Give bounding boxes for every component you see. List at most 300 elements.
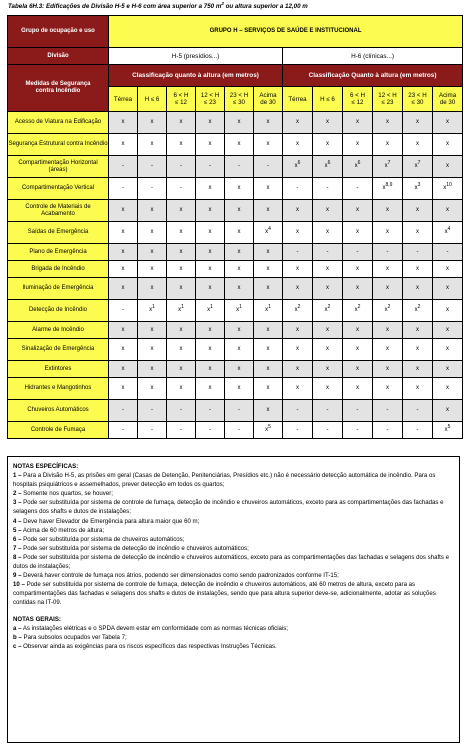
height-header-bottom: ≤ 23 xyxy=(204,99,216,106)
requirement-cell xyxy=(433,200,463,222)
note-reference: 2 xyxy=(387,304,391,310)
requirement-cell xyxy=(313,422,343,439)
requirement-mark: - xyxy=(446,248,449,255)
requirement-cell xyxy=(433,361,463,378)
requirement-cell xyxy=(138,244,167,261)
requirement-cell xyxy=(433,244,463,261)
requirement-mark: - xyxy=(296,407,299,413)
requirement-cell xyxy=(196,278,225,300)
measure-label: Acesso de Viatura na Edificação xyxy=(8,112,109,134)
general-notes-title: NOTAS GERAIS: xyxy=(13,615,61,623)
requirement-cell xyxy=(373,322,403,339)
table-row xyxy=(8,222,463,244)
requirement-mark: x xyxy=(237,326,241,333)
requirement-cell xyxy=(225,300,254,322)
requirement-cell xyxy=(283,300,313,322)
division-h5: H-5 (presídios...) xyxy=(109,48,283,65)
note-reference: 1 xyxy=(152,304,155,310)
requirement-mark: x xyxy=(266,326,270,333)
note-number: 2 – xyxy=(13,490,22,498)
requirement-cell xyxy=(138,261,167,278)
height-header-11 xyxy=(433,87,463,112)
note-item xyxy=(13,526,454,535)
requirement-mark: x xyxy=(446,163,450,169)
requirement-cell xyxy=(109,278,138,300)
measure-label: Sinalização de Emergência xyxy=(8,339,109,361)
requirement-cell xyxy=(167,278,196,300)
requirement-cell xyxy=(225,322,254,339)
requirement-cell xyxy=(254,422,283,439)
requirement-cell xyxy=(313,112,343,134)
requirement-cell xyxy=(283,244,313,261)
height-header-bottom: de 30 xyxy=(439,99,456,106)
requirement-mark: x xyxy=(179,248,183,255)
requirement-mark: x xyxy=(324,307,328,313)
requirement-mark: x xyxy=(296,229,299,235)
requirement-mark: - xyxy=(122,426,124,433)
requirement-cell xyxy=(254,378,283,400)
requirement-mark: x xyxy=(266,407,270,413)
requirement-cell xyxy=(167,134,196,156)
requirement-mark: x xyxy=(446,119,450,125)
requirement-cell xyxy=(196,200,225,222)
requirement-cell xyxy=(433,400,463,422)
table-row xyxy=(8,244,463,261)
note-number: 8 – xyxy=(13,553,22,561)
height-header-3 xyxy=(196,87,225,112)
height-header-6 xyxy=(283,87,313,112)
requirement-mark: - xyxy=(180,426,182,433)
measure-label: Alarme de Incêndio xyxy=(8,322,109,339)
requirement-cell xyxy=(283,278,313,300)
requirement-mark: x xyxy=(386,326,389,333)
requirement-mark: x xyxy=(149,307,153,313)
requirement-mark: x xyxy=(326,326,329,333)
measure-label: Controle de Fumaça xyxy=(8,422,109,439)
note-number: 4 – xyxy=(13,517,22,525)
requirement-cell xyxy=(373,244,403,261)
requirement-mark: - xyxy=(326,248,329,255)
requirement-mark: x xyxy=(266,207,270,213)
requirement-mark: - xyxy=(267,163,269,169)
requirement-cell xyxy=(225,244,254,261)
requirement-mark: x xyxy=(446,285,450,291)
requirement-mark: x xyxy=(324,163,328,169)
requirement-cell xyxy=(373,134,403,156)
requirement-mark: x xyxy=(294,163,298,169)
requirement-cell xyxy=(373,261,403,278)
note-text: Deverá haver controle de fumaça nos átrios, podendo ser dimensionados como sendo padronizados conforme IT-15; xyxy=(21,572,339,580)
requirement-mark: x xyxy=(237,346,241,352)
safety-measures-table xyxy=(7,15,463,439)
requirement-mark: x xyxy=(386,265,389,272)
requirement-cell xyxy=(343,378,373,400)
requirement-mark: - xyxy=(209,407,211,413)
requirement-cell xyxy=(109,178,138,200)
requirement-mark: x xyxy=(416,119,419,125)
requirement-cell xyxy=(196,156,225,178)
note-reference: 3 xyxy=(417,182,421,188)
requirement-mark: x xyxy=(208,365,212,372)
requirement-mark: x xyxy=(446,385,450,391)
note-reference: 2 xyxy=(417,304,421,310)
height-header-bottom: ≤ 12 xyxy=(175,99,187,106)
requirement-cell xyxy=(403,200,433,222)
requirement-mark: x xyxy=(150,207,154,213)
requirement-cell xyxy=(254,200,283,222)
requirement-mark: - xyxy=(151,185,153,191)
requirement-mark: x xyxy=(416,385,419,391)
requirement-cell xyxy=(109,300,138,322)
requirement-cell xyxy=(283,400,313,422)
requirement-cell xyxy=(225,400,254,422)
height-header-5 xyxy=(254,87,283,112)
requirement-mark: x xyxy=(237,365,241,372)
requirement-mark: x xyxy=(416,141,419,147)
requirement-cell xyxy=(313,278,343,300)
requirement-mark: - xyxy=(151,407,153,413)
requirement-cell xyxy=(225,261,254,278)
requirement-mark: - xyxy=(356,248,359,255)
requirement-mark: - xyxy=(416,407,419,413)
requirement-cell xyxy=(196,400,225,422)
requirement-mark: x xyxy=(179,141,183,147)
requirement-cell xyxy=(313,378,343,400)
requirement-cell xyxy=(373,361,403,378)
requirement-cell xyxy=(167,300,196,322)
measure-label: Plano de Emergência xyxy=(8,244,109,261)
requirement-mark: x xyxy=(208,326,212,333)
height-header-top: 12 < H xyxy=(200,92,220,99)
requirement-cell xyxy=(373,222,403,244)
note-text: Pode ser substituída por sistema de controle de fumaça, detecção de incêndio e chuveiros automáticos, exceto para as compartimentações das fachadas e selagens dos shafts e dutos de instalações; xyxy=(13,499,444,516)
requirement-mark: x xyxy=(386,346,389,352)
requirement-mark: x xyxy=(237,185,241,191)
requirement-mark: x xyxy=(386,365,389,372)
requirement-mark: x xyxy=(416,207,419,213)
height-header-7 xyxy=(313,87,343,112)
requirement-cell xyxy=(138,156,167,178)
requirement-cell xyxy=(225,222,254,244)
requirement-mark: x xyxy=(266,385,270,391)
requirement-mark: x xyxy=(416,265,419,272)
requirement-cell xyxy=(225,422,254,439)
note-number: a – xyxy=(13,624,22,632)
requirement-cell xyxy=(343,300,373,322)
requirement-mark: x xyxy=(208,207,212,213)
note-number: 1 – xyxy=(13,472,22,480)
height-header-top: 6 < H xyxy=(173,92,189,99)
requirement-cell xyxy=(403,300,433,322)
requirement-cell xyxy=(403,422,433,439)
requirement-cell xyxy=(343,134,373,156)
requirement-cell xyxy=(313,222,343,244)
requirement-mark: x xyxy=(354,163,358,169)
measures-label: Medidas de Segurança contra Incêndio xyxy=(8,65,109,112)
requirement-cell xyxy=(313,322,343,339)
height-header-top: Acima xyxy=(438,92,457,99)
requirement-cell xyxy=(196,300,225,322)
requirement-mark: x xyxy=(414,163,418,169)
note-number: 10 – xyxy=(13,581,25,589)
specific-notes-list xyxy=(13,471,454,607)
requirement-cell xyxy=(283,156,313,178)
requirement-cell xyxy=(196,222,225,244)
requirement-mark: x xyxy=(386,385,389,391)
note-item xyxy=(13,498,454,516)
requirement-mark: x xyxy=(179,285,183,291)
requirement-mark: - xyxy=(356,407,359,413)
requirement-mark: x xyxy=(443,185,447,191)
requirement-cell xyxy=(138,200,167,222)
requirement-mark: - xyxy=(416,248,419,255)
note-text: Pode ser substituída por sistema de chuveiros automáticos; xyxy=(21,535,185,543)
requirement-mark: x xyxy=(179,265,183,272)
requirement-mark: x xyxy=(150,285,154,291)
requirement-cell xyxy=(373,378,403,400)
requirement-mark: - xyxy=(180,407,182,413)
requirement-cell xyxy=(138,378,167,400)
requirement-cell xyxy=(167,200,196,222)
requirement-mark: x xyxy=(266,265,270,272)
note-item xyxy=(13,571,454,580)
requirement-cell xyxy=(433,134,463,156)
requirement-cell xyxy=(373,278,403,300)
requirement-cell xyxy=(403,134,433,156)
requirement-mark: - xyxy=(209,426,211,433)
note-reference: 1 xyxy=(268,304,271,310)
note-item xyxy=(13,544,454,553)
requirement-mark: x xyxy=(208,346,212,352)
requirement-mark: - xyxy=(122,185,124,191)
height-header-bottom: ≤ 23 xyxy=(381,99,394,106)
requirement-mark: - xyxy=(151,426,153,433)
requirement-cell xyxy=(283,222,313,244)
requirement-cell xyxy=(138,361,167,378)
requirement-cell xyxy=(109,156,138,178)
requirement-cell xyxy=(167,244,196,261)
note-text: Pode ser substituída por sistema de controle de fumaça, detecção de incêndio e chuveiros automáticos, até 60 metros de altura, exceto para as compartimentações das fachadas e selagens dos shafts e dutos de instalações, sendo que para altura superior deve-se, adicionalmente, adotar as soluções contidas na IT-09. xyxy=(13,581,436,607)
requirement-cell xyxy=(167,378,196,400)
requirement-mark: - xyxy=(180,185,182,191)
requirement-cell xyxy=(254,300,283,322)
division-label: Divisão xyxy=(8,48,109,65)
table-row xyxy=(8,361,463,378)
requirement-mark: x xyxy=(150,119,154,125)
requirement-cell xyxy=(343,261,373,278)
requirement-mark: x xyxy=(237,119,241,125)
requirement-cell xyxy=(343,361,373,378)
note-number: 7 – xyxy=(13,544,22,552)
note-text: Somente nos quartos, se houver; xyxy=(21,490,113,498)
table-row xyxy=(8,156,463,178)
requirement-cell xyxy=(433,278,463,300)
table-row xyxy=(8,400,463,422)
requirement-mark: - xyxy=(209,163,211,169)
requirement-cell xyxy=(403,400,433,422)
requirement-mark: x xyxy=(237,285,241,291)
requirement-mark: x xyxy=(208,248,212,255)
requirement-mark: x xyxy=(237,229,241,235)
requirement-mark: x xyxy=(237,141,241,147)
requirement-mark: x xyxy=(446,346,450,352)
requirement-mark: x xyxy=(296,346,299,352)
requirement-mark: x xyxy=(382,185,386,191)
requirement-cell xyxy=(254,361,283,378)
general-notes-list xyxy=(13,624,454,651)
requirement-cell xyxy=(196,261,225,278)
requirement-mark: x xyxy=(296,207,299,213)
requirement-mark: x xyxy=(150,248,154,255)
requirement-mark: - xyxy=(122,407,124,413)
requirement-mark: x xyxy=(356,385,359,391)
requirement-mark: x xyxy=(121,119,125,125)
requirement-mark: - xyxy=(326,407,329,413)
requirement-cell xyxy=(109,200,138,222)
requirement-cell xyxy=(433,300,463,322)
requirement-mark: x xyxy=(208,285,212,291)
requirement-cell xyxy=(433,378,463,400)
requirement-cell xyxy=(167,422,196,439)
requirement-cell xyxy=(254,278,283,300)
requirement-mark: x xyxy=(150,365,154,372)
height-header-bottom: ≤ 30 xyxy=(411,99,424,106)
requirement-cell xyxy=(138,400,167,422)
requirement-cell xyxy=(433,261,463,278)
note-text: Acima de 60 metros de altura; xyxy=(21,526,105,534)
caption-superscript: 2 xyxy=(221,1,224,6)
requirement-cell xyxy=(343,222,373,244)
requirement-cell xyxy=(109,112,138,134)
requirement-mark: x xyxy=(237,385,241,391)
group-label: Grupo de ocupação e uso xyxy=(8,16,109,48)
requirement-cell xyxy=(313,156,343,178)
requirement-mark: x xyxy=(237,248,241,255)
requirement-mark: x xyxy=(121,229,125,235)
table-row xyxy=(8,339,463,361)
height-header-1 xyxy=(138,87,167,112)
note-reference: 6 xyxy=(297,160,301,166)
table-caption xyxy=(8,1,308,10)
note-reference: 2 xyxy=(327,304,331,310)
requirement-mark: x xyxy=(179,326,183,333)
table-row xyxy=(8,112,463,134)
note-reference: 7 xyxy=(387,160,391,166)
requirement-mark: x xyxy=(296,265,299,272)
requirement-mark: x xyxy=(179,385,183,391)
requirement-cell xyxy=(343,322,373,339)
requirement-mark: x xyxy=(296,365,299,372)
note-reference: 1 xyxy=(181,304,184,310)
requirement-cell xyxy=(138,112,167,134)
requirement-mark: - xyxy=(386,407,389,413)
requirement-cell xyxy=(433,112,463,134)
requirement-mark: x xyxy=(386,285,389,291)
requirement-mark: x xyxy=(326,141,329,147)
note-text: Para subsolos ocupados ver Tabela 7; xyxy=(21,633,127,641)
requirement-mark: - xyxy=(238,163,240,169)
requirement-cell xyxy=(196,134,225,156)
requirement-mark: x xyxy=(356,119,359,125)
table-row xyxy=(8,422,463,439)
division-h6: H-6 (clínicas...) xyxy=(283,48,463,65)
requirement-mark: - xyxy=(386,426,389,433)
requirement-cell xyxy=(196,322,225,339)
note-number: c – xyxy=(13,642,22,650)
note-reference: 5 xyxy=(447,423,451,430)
requirement-mark: x xyxy=(266,185,270,191)
requirement-mark: - xyxy=(238,407,240,413)
requirement-cell xyxy=(196,112,225,134)
requirement-cell xyxy=(225,112,254,134)
requirement-cell xyxy=(254,244,283,261)
note-reference: 7 xyxy=(417,160,421,166)
requirement-mark: x xyxy=(296,326,299,333)
height-header-2 xyxy=(167,87,196,112)
note-item xyxy=(13,471,454,489)
requirement-mark: x xyxy=(266,285,270,291)
requirement-mark: x xyxy=(178,307,182,313)
requirement-cell xyxy=(283,134,313,156)
note-reference: 10 xyxy=(446,182,452,188)
requirement-cell xyxy=(433,322,463,339)
measure-label: Segurança Estrutural contra Incêndio xyxy=(8,134,109,156)
requirement-cell xyxy=(196,361,225,378)
requirement-mark: x xyxy=(326,119,329,125)
measure-label: Controle de Materiais de Acabamento xyxy=(8,200,109,222)
height-header-top: H ≤ 6 xyxy=(144,95,160,103)
caption-text: Tabela 6H.3: Edificações de Divisão H-5 e H-6 com área superior a 750 m xyxy=(8,3,222,11)
requirement-cell xyxy=(167,361,196,378)
requirement-mark: x xyxy=(266,346,270,352)
requirement-cell xyxy=(283,339,313,361)
note-number: 9 – xyxy=(13,572,22,580)
requirement-mark: - xyxy=(326,185,329,191)
requirement-mark: - xyxy=(180,163,182,169)
requirement-mark: x xyxy=(150,346,154,352)
requirement-mark: x xyxy=(446,407,450,413)
note-reference: 4 xyxy=(447,226,451,232)
requirement-cell xyxy=(254,322,283,339)
requirement-cell xyxy=(254,134,283,156)
note-number: b – xyxy=(13,633,22,641)
height-header-top: 23 < H xyxy=(408,92,427,99)
requirement-cell xyxy=(343,244,373,261)
height-header-4 xyxy=(225,87,254,112)
requirement-mark: x xyxy=(265,307,269,313)
requirement-cell xyxy=(109,339,138,361)
measure-label: Saídas de Emergência xyxy=(8,222,109,244)
requirement-cell xyxy=(313,134,343,156)
requirement-cell xyxy=(373,178,403,200)
requirement-mark: x xyxy=(416,365,419,372)
requirement-cell xyxy=(167,322,196,339)
requirement-mark: x xyxy=(326,365,329,372)
requirement-mark: x xyxy=(384,307,388,313)
requirement-cell xyxy=(109,361,138,378)
requirement-mark: x xyxy=(121,385,125,391)
requirement-mark: x xyxy=(121,326,125,333)
table-row xyxy=(8,178,463,200)
requirement-mark: x xyxy=(265,229,269,235)
note-reference: 1 xyxy=(210,304,213,310)
requirement-cell xyxy=(138,422,167,439)
requirement-mark: x xyxy=(208,265,212,272)
requirement-mark: x xyxy=(326,285,329,291)
requirement-mark: x xyxy=(150,385,154,391)
table-row xyxy=(8,261,463,278)
requirement-cell xyxy=(313,244,343,261)
